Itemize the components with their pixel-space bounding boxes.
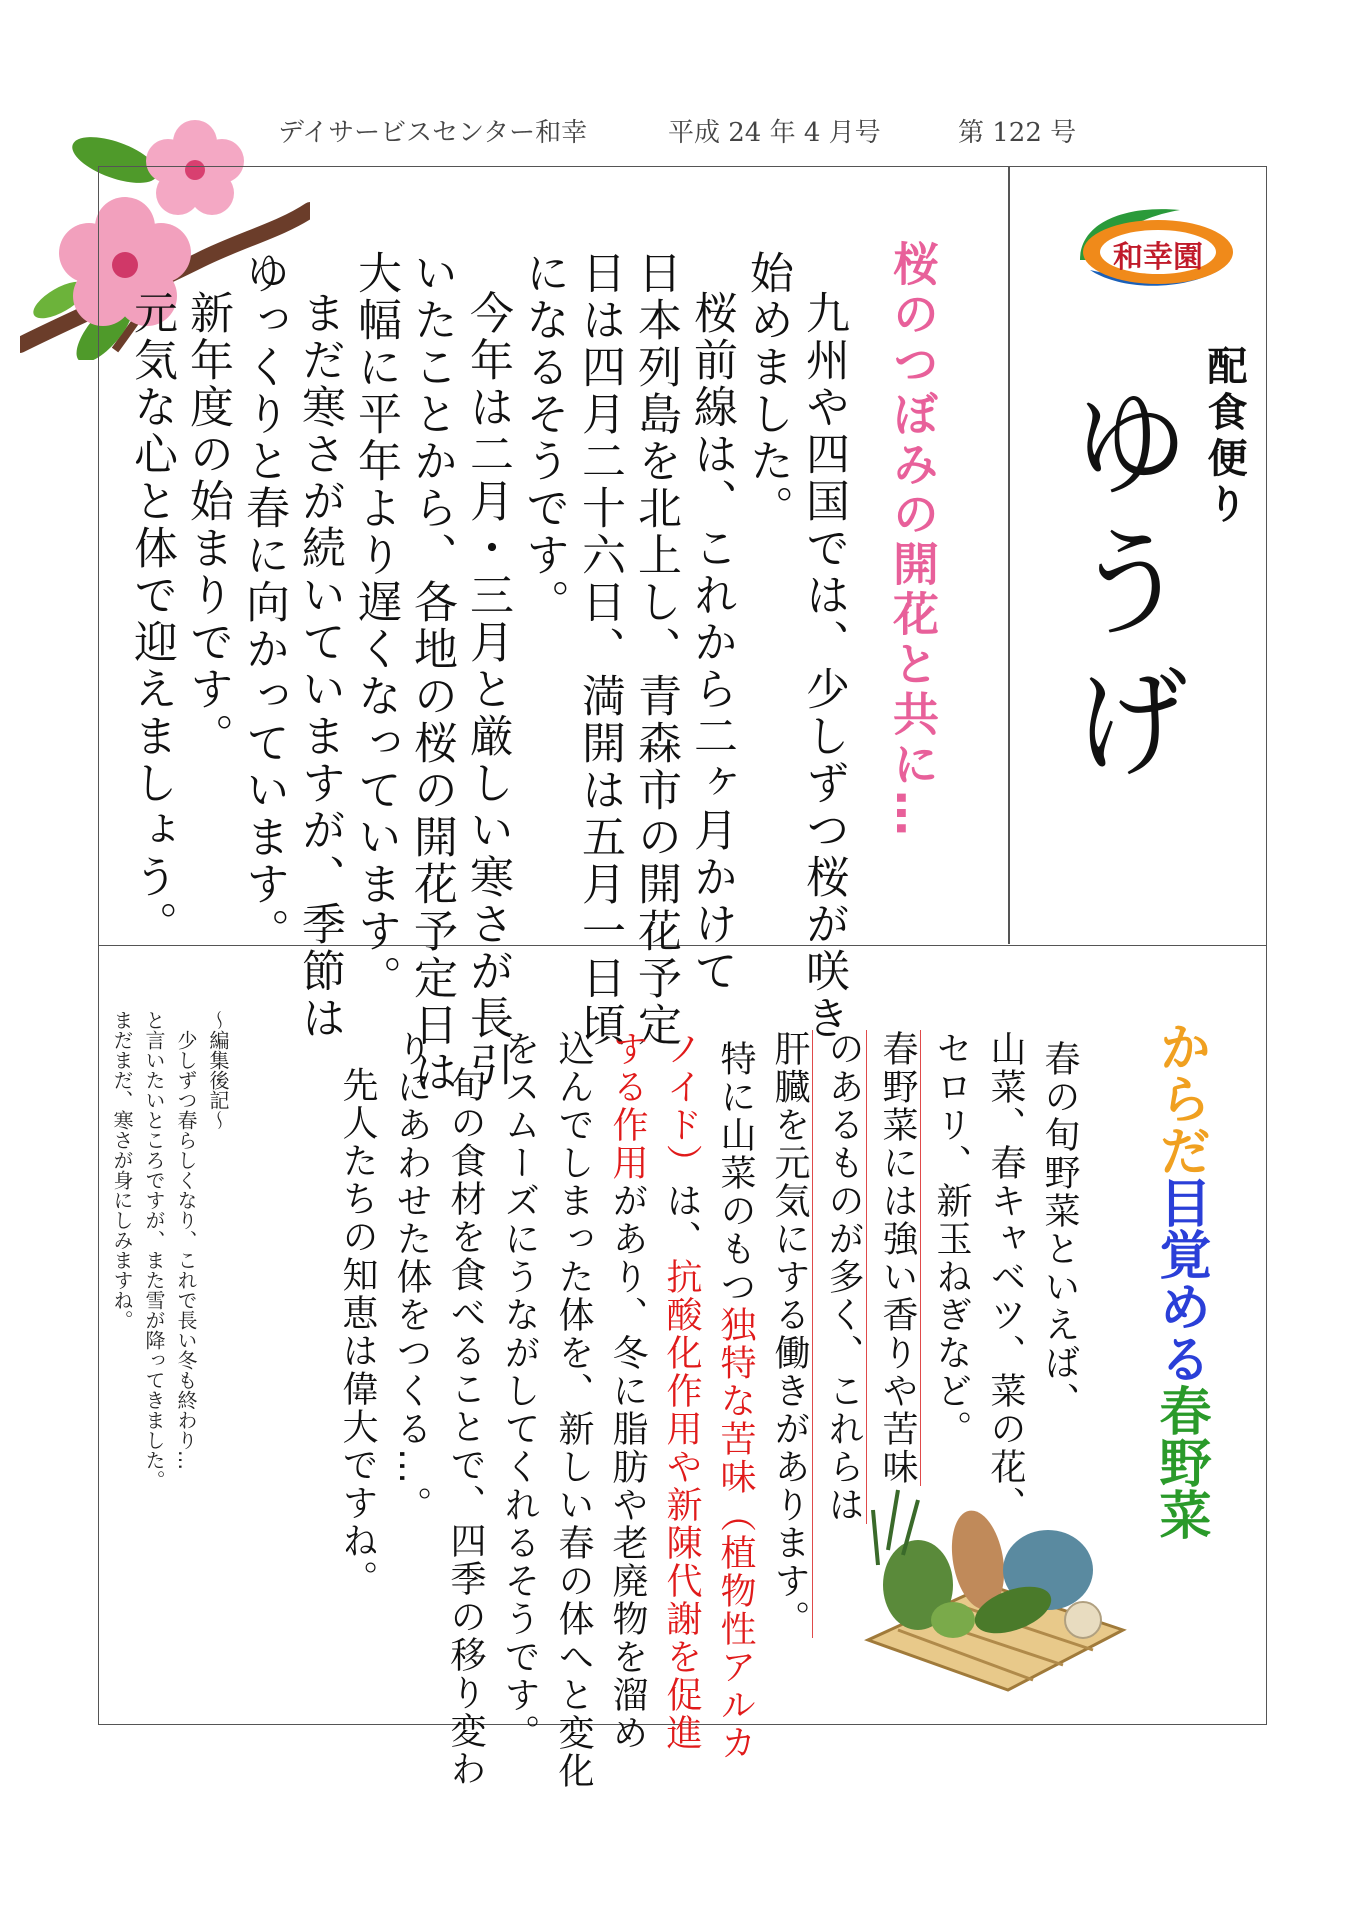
sakura-line: になるそうです。 — [518, 250, 569, 626]
veg-line: りにあわせた体をつくる…。 — [391, 1030, 432, 1524]
newsletter-subtitle: 配食便り — [1201, 345, 1247, 529]
org-name: デイサービスセンター和幸 — [278, 118, 588, 148]
vegetables-article — [330, 1030, 1086, 1790]
veg-line: をスムーズにうながしてくれるそうです。 — [499, 1030, 540, 1752]
vegetables-heading — [1150, 1020, 1210, 1540]
editor-note-line: と言いたいところですが、また雪が降ってきました。 — [142, 1010, 166, 1490]
veg-line: 込んでしまった体を、新しい春の体へと変化 — [553, 1030, 594, 1790]
sakura-line: いたことから、各地の桜の開花予定日は — [406, 250, 457, 1096]
heading-part-mezameru: 目覚める — [1150, 1176, 1210, 1384]
heading-part-karada: からだ — [1150, 1020, 1210, 1176]
sakura-line: ゆっくりと春に向かっています。 — [238, 250, 289, 955]
veg-line: 特に山菜のもつ独特な苦味（植物性アルカ — [715, 1040, 756, 1762]
issue-number: 第 122 号 — [958, 118, 1077, 148]
sakura-line: 日本列島を北上し、青森市の開花予定 — [630, 250, 681, 1049]
sakura-line: 九州や四国では、少しずつ桜が咲き — [798, 290, 849, 1042]
sakura-line: 元気な心と体で迎えましょう。 — [126, 290, 177, 948]
veg-line: のあるものが多く、これらは — [816, 1030, 870, 1710]
logo-text: 和幸園 — [1113, 240, 1203, 275]
editor-note-line: まだまだ、寒さが身にしみますね。 — [110, 1010, 134, 1330]
issue-date: 平成 24 年 4 月号 — [668, 118, 881, 148]
veg-line: 先人たちの知恵は偉大ですね。 — [337, 1066, 378, 1598]
sakura-line: 桜前線は、これから二ヶ月かけて — [686, 290, 737, 995]
sakura-line: 大幅に平年より遅くなっています。 — [350, 250, 401, 1002]
sakura-line: 今年は二月・三月と厳しい寒さが長引 — [462, 290, 513, 1089]
sakura-line: 日は四月二十六日、満開は五月一日頃 — [574, 250, 625, 1049]
heading-part-haruyasai: 春野菜 — [1150, 1384, 1210, 1540]
newsletter-title: ゆうげ — [1051, 380, 1190, 800]
editor-note-line: 少しずつ春らしくなり、これで長い冬も終わり… — [174, 1030, 198, 1470]
veg-line: 山菜、春キャベツ、菜の花、 — [985, 1030, 1026, 1524]
sakura-line: 新年度の始まりです。 — [182, 290, 233, 760]
veg-line: 春野菜には強い香りや苦味 — [870, 1030, 924, 1710]
sakura-heading: 桜のつぼみの開花と共に… — [886, 240, 940, 840]
veg-line: 肝臓を元気にする働きがあります。 — [762, 1030, 816, 1710]
editor-note — [106, 1010, 234, 1630]
sakura-line: 始めました。 — [742, 250, 793, 532]
masthead-divider — [1008, 166, 1010, 944]
logo — [1070, 200, 1240, 295]
sakura-line: まだ寒さが続いていますが、季節は — [294, 290, 345, 1042]
veg-line: ノイド）は、抗酸化作用や新陳代謝を促進 — [661, 1030, 702, 1752]
veg-line: セロリ、新玉ねぎなど。 — [931, 1030, 972, 1448]
veg-line: する作用があり、冬に脂肪や老廃物を溜め — [607, 1030, 648, 1752]
veg-line: 旬の食材を食べることで、四季の移り変わ — [445, 1066, 486, 1788]
editor-note-heading: ～編集後記～ — [206, 1010, 230, 1130]
veg-line: 春の旬野菜といえば、 — [1039, 1040, 1080, 1420]
